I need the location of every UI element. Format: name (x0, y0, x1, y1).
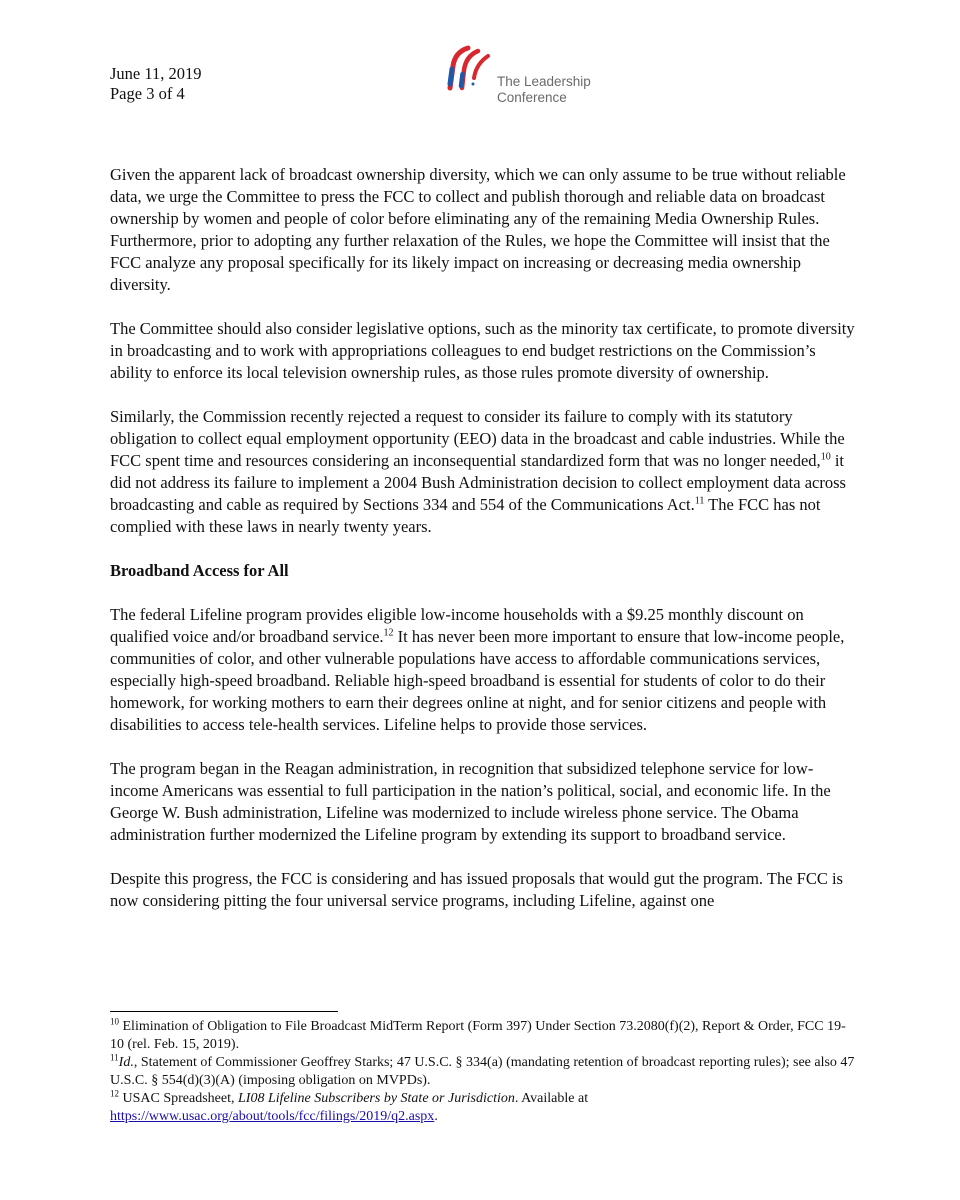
letter-date: June 11, 2019 (110, 64, 202, 83)
paragraph-ownership-data: Given the apparent lack of broadcast ownership diversity, which we can only assume to be true without reliable data, we urge the Committee to press the FCC to collect and publish thorough and reliable data on broadcast ownership by women and people of color before eliminating any of the remaining Media Ownership Rules. Furthermore, prior to adopting any further relaxation of the Rules, we hope the Committee will insist that the FCC analyze any proposal specifically for its likely impact on increasing or decreasing media ownership diversity. (110, 165, 846, 294)
paragraph-legislative-options: The Committee should also consider legislative options, such as the minority tax certificate, to promote diversity in broadcasting and to work with appropriations colleagues to end budget restrictions on the Commission’s ability to enforce its local television ownership rules, as those rules promote diversity of ownership. (110, 319, 855, 382)
footnote-ref-11[interactable]: 11 (694, 495, 705, 507)
footnote-ref-12[interactable]: 12 (383, 627, 394, 639)
logo-wordmark (497, 74, 591, 106)
usac-filings-link[interactable]: https://www.usac.org/about/tools/fcc/filings/2019/q2.aspx (110, 1109, 435, 1124)
footnote-ref-10[interactable]: 10 (820, 451, 831, 463)
section-heading: Broadband Access for All (110, 561, 289, 580)
footnote-11: $^{11}$Id., Statement of Commissioner Geoffrey Starks; 47 U.S.C. § 334(a) (mandating retention of broadcast reporting rules); see also 47 U.S.C. § 554(d)(3)(A) (imposing obligation on MVPDs). (110, 1052, 855, 1088)
footnotes (110, 1018, 855, 1126)
footnote-10: $^{10}$ Elimination of Obligation to File Broadcast MidTerm Report (Form 397) Under Section 73.2080(f)(2), Report & Order, FCC 19-10 (rel. Feb. 15, 2019). (110, 1016, 846, 1052)
footnote-divider (110, 1011, 338, 1012)
logo-arcs-icon (444, 44, 496, 92)
letter-body (110, 164, 855, 934)
paragraph-despite-progress: Despite this progress, the FCC is considering and has issued proposals that would gut the program. The FCC is now considering pitting the four universal service programs, including Lifeline, against one (110, 869, 843, 910)
paragraph-program-history: The program began in the Reagan administration, in recognition that subsidized telephone service for low-income Americans was essential to full participation in the nation’s political, social, and economic life. In the George W. Bush administration, Lifeline was modernized to include wireless phone service. The Obama administration further modernized the Lifeline program by extending its support to broadband service. (110, 759, 831, 844)
letter-header (110, 64, 202, 104)
logo-line-2: Conference (497, 90, 567, 105)
leadership-conference-logo (444, 44, 624, 114)
footnote-12: $^{12}$ USAC Spreadsheet, LI08 Lifeline Subscribers by State or Jurisdiction. Available at https://www.usac.org/about/tools/fcc/filings/2019/q2.aspx. (110, 1088, 589, 1124)
paragraph-lifeline-program: The federal Lifeline program provides eligible low-income households with a $9.25 monthly discount on qualified voice and/or broadband service.$^{12}$ It has never been more important to ensure that low-income people, communities of color, and other vulnerable populations have access to affordable communications services, especially high-speed broadband. Reliable high-speed broadband is essential for students of color to do their homework, for working mothers to earn their degrees online at night, and for senior citizens and people with disabilities to access tele-health services. Lifeline helps to provide those services. (110, 605, 845, 734)
paragraph-eeo-data: Similarly, the Commission recently rejected a request to consider its failure to comply with its statutory obligation to collect equal employment opportunity (EEO) data in the broadcast and cable industries. While the FCC spent time and resources considering an inconsequential standardized form that was no longer needed,$^{10}$ it did not address its failure to implement a 2004 Bush Administration decision to collect employment data across broadcasting and cable as required by Sections 334 and 554 of the Communications Act.$^{11}$ The FCC has not complied with these laws in nearly twenty years. (110, 407, 846, 536)
page-number: Page 3 of 4 (110, 84, 185, 103)
logo-line-1: The Leadership (497, 74, 591, 89)
